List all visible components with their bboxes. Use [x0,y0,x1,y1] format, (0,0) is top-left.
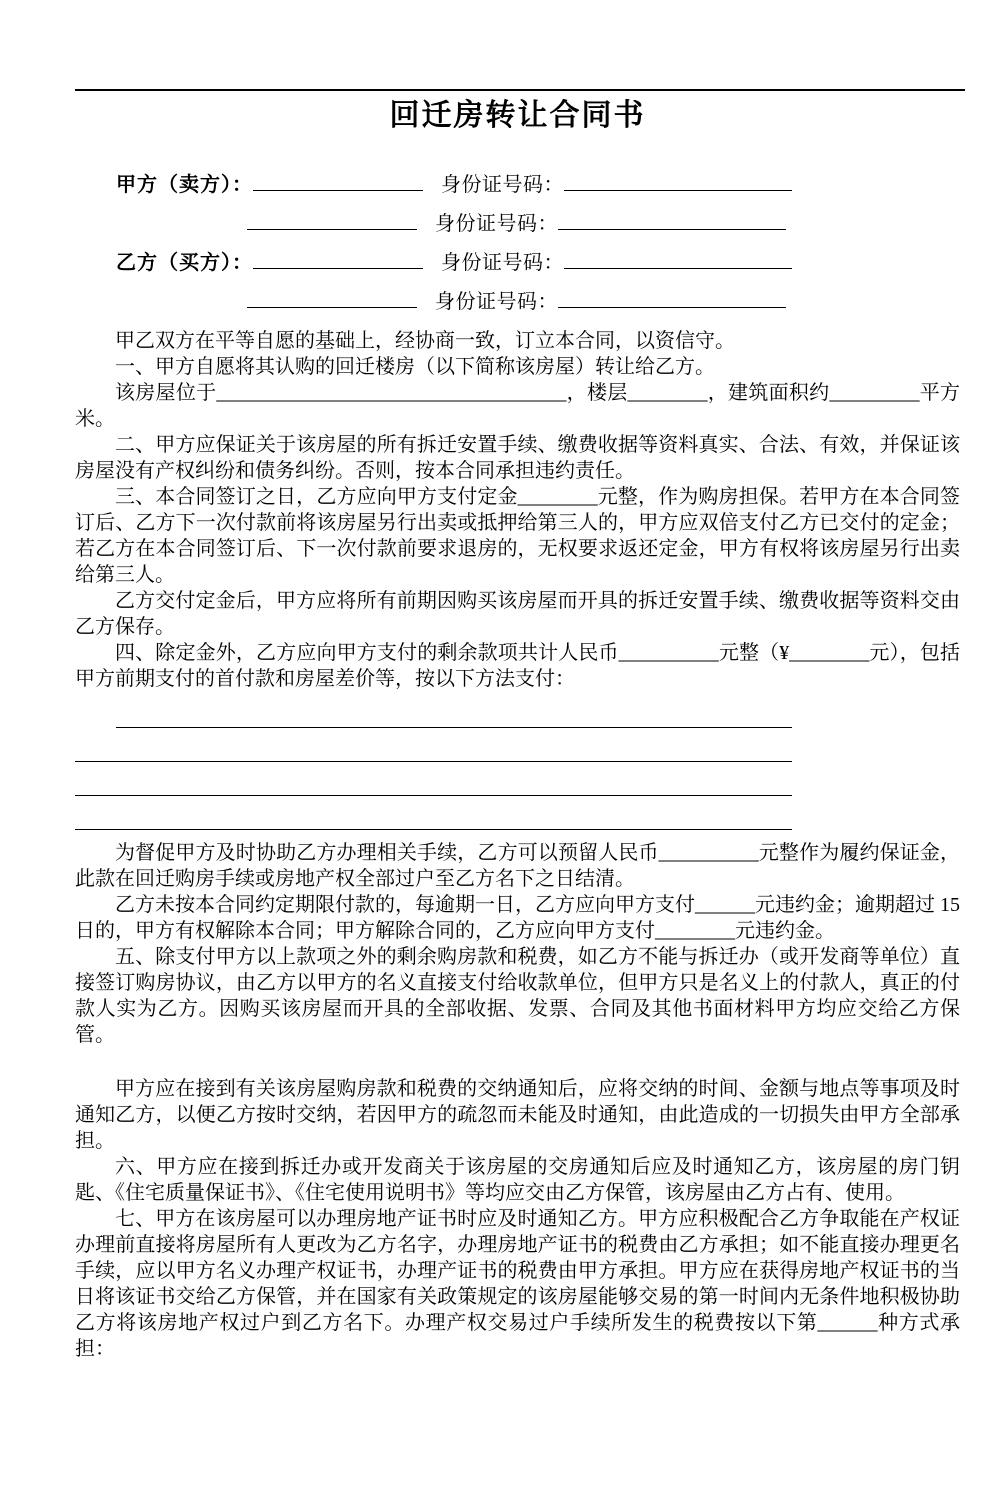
paragraph-preamble: 甲乙双方在平等自愿的基础上，经协商一致，订立本合同，以资信守。 [115,330,735,352]
payment-method-fill-in [75,694,960,830]
seller-label: 甲方（卖方）： [116,174,253,196]
paragraph-location: 该房屋位于___________________________________，楼层________，建筑面积约_________平方米。 [75,382,960,430]
id-number-label: 身份证号码： [435,291,558,313]
party-row-seller-2 [75,205,960,244]
party-row-buyer-2 [75,283,960,322]
paragraph-clause-5: 五、除支付甲方以上款项之外的剩余购房款和税费，如乙方不能与拆迁办（或开发商等单位）直接签订购房协议，由乙方以甲方的名义直接支付给收款单位，但甲方只是名义上的付款人，真正的付款人实为乙方。因购买该房屋而开具的全部收据、发票、合同及其他书面材料甲方均应交给乙方保管。 [75,946,960,1046]
contract-body [75,328,960,1362]
buyer-name-blank [253,248,423,269]
paragraph-guarantee: 为督促甲方及时协助乙方办理相关手续，乙方可以预留人民币__________元整作为履约保证金，此款在回迁购房手续或房地产权全部过户至乙方名下之日结清。 [75,842,960,890]
contract-page [0,89,993,1493]
paragraph-clause-6: 六、甲方应在接到拆迁办或开发商关于该房屋的交房通知后应及时通知乙方，该房屋的房门钥匙、《住宅质量保证书》、《住宅使用说明书》等均应交由乙方保管，该房屋由乙方占有、使用。 [75,1156,960,1204]
buyer-id-blank [564,248,792,269]
fill-in-line [75,762,792,796]
seller2-id-blank [558,209,786,230]
paragraph-clause-4: 四、除定金外，乙方应向甲方支付的剩余款项共计人民币__________元整（¥________元），包括甲方前期支付的首付款和房屋差价等，按以下方法支付： [75,642,960,690]
party-section [75,166,960,322]
paragraph-clause-2: 二、甲方应保证关于该房屋的所有拆迁安置手续、缴费收据等资料真实、合法、有效，并保证该房屋没有产权纠纷和债务纠纷。否则，按本合同承担违约责任。 [75,434,960,482]
id-number-label: 身份证号码： [441,252,564,274]
seller2-name-blank [247,209,417,230]
paragraph-notice: 甲方应在接到有关该房屋购房款和税费的交纳通知后，应将交纳的时间、金额与地点等事项及时通知乙方，以便乙方按时交纳，若因甲方的疏忽而未能及时通知，由此造成的一切损失由甲方全部承担。 [75,1078,960,1152]
party-row-buyer [75,244,960,283]
party-row-seller [75,166,960,205]
id-number-label: 身份证号码： [441,174,564,196]
paragraph-deposit: 乙方交付定金后，甲方应将所有前期因购买该房屋而开具的拆迁安置手续、缴费收据等资料交由乙方保存。 [75,590,960,638]
paragraph-clause-3: 三、本合同签订之日，乙方应向甲方支付定金________元整，作为购房担保。若甲方在本合同签订后、乙方下一次付款前将该房屋另行出卖或抵押给第三人的，甲方应双倍支付乙方已交付的定金；若乙方在本合同签订后、下一次付款前要求退房的，无权要求返还定金，甲方有权将该房屋另行出卖给第三人。 [75,486,960,586]
paragraph-penalty: 乙方未按本合同约定期限付款的，每逾期一日，乙方应向甲方支付______元违约金；逾期超过 15 日的，甲方有权解除本合同；甲方解除合同的，乙方应向甲方支付________元违约金。 [75,894,960,942]
seller-name-blank [253,170,423,191]
fill-in-line [75,728,792,762]
id-number-label: 身份证号码： [435,213,558,235]
buyer-label: 乙方（买方）： [116,252,253,274]
buyer2-id-blank [558,287,786,308]
fill-in-line [116,694,792,728]
paragraph-clause-1: 一、甲方自愿将其认购的回迁楼房（以下简称该房屋）转让给乙方。 [115,356,715,378]
header-rule [75,89,965,91]
buyer2-name-blank [247,287,417,308]
paragraph-clause-7: 七、甲方在该房屋可以办理房地产证书时应及时通知乙方。甲方应积极配合乙方争取能在产权证办理前直接将房屋所有人更改为乙方名字，办理房地产证书的税费由乙方承担；如不能直接办理更名手续，应以甲方名义办理产权证书，办理产证书的税费由甲方承担。甲方应在获得房地产权证书的当日将该证书交给乙方保管，并在国家有关政策规定的该房屋能够交易的第一时间内无条件地积极协助乙方将该房地产权过户到乙方名下。办理产权交易过户手续所发生的税费按以下第______种方式承担： [75,1208,960,1360]
seller-id-blank [564,170,792,191]
fill-in-line [75,796,792,830]
page-title: 回迁房转让合同书 [389,99,646,132]
